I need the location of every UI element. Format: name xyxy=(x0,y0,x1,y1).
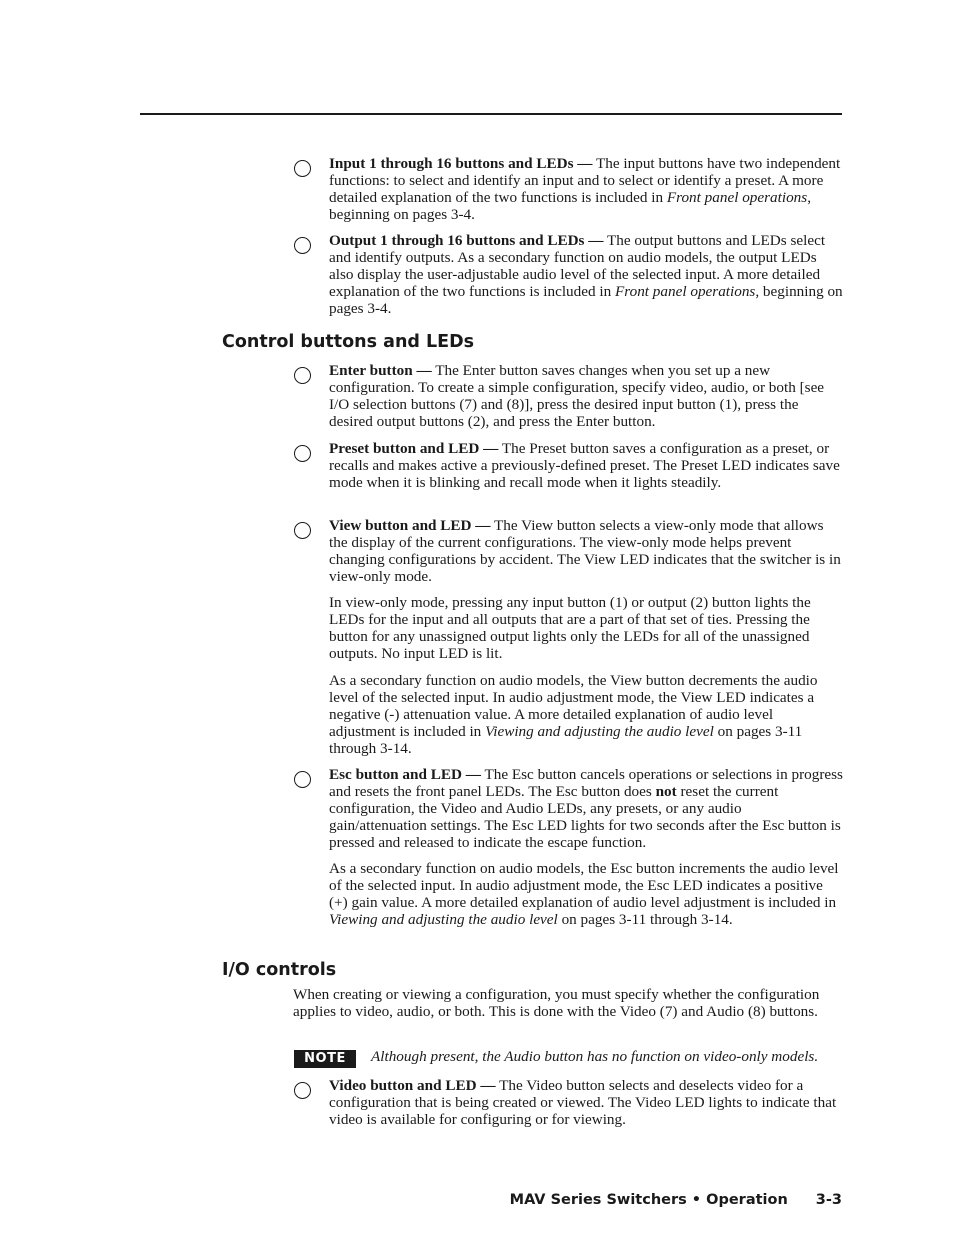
view-audio-paragraph xyxy=(329,672,843,757)
output-buttons-ref: Front panel operations xyxy=(614,283,756,300)
view-audio-ref: Viewing and adjusting the audio level xyxy=(485,723,714,740)
video-button-description xyxy=(329,1077,843,1128)
enter-button-text: The Enter button saves changes when you set up a new configuration. To create a simple configuration, specify video, audio, or both [see I/O selection buttons (7) and (8)], press the desired input button (1), press the desired output buttons (2), and press the Enter button. xyxy=(329,362,825,430)
output-buttons-description xyxy=(329,232,843,317)
output-buttons-text-end: , beginning on pages 3-4. xyxy=(329,283,843,317)
output-buttons-term: Output 1 through 16 buttons and LEDs — xyxy=(329,232,604,249)
input-buttons-ref: Front panel operations xyxy=(666,189,808,206)
view-button-text: The View button selects a view-only mode that allows the display of the current configurations. The view-only mode helps prevent changing configurations by accident. The View LED indicates that the switcher is in view-only mode. xyxy=(329,517,841,585)
note-text-italic: Although present, the Audio button has no function on video-only models. xyxy=(371,1048,819,1065)
esc-audio-paragraph xyxy=(329,860,843,928)
preset-button-description xyxy=(329,440,843,491)
video-button-text: The Video button selects and deselects video for a configuration that is being created or viewed. The Video LED lights to indicate that video is available for configuring or for viewing. xyxy=(329,1077,837,1128)
callout-circle-icon xyxy=(294,237,311,254)
view-mode-paragraph: In view-only mode, pressing any input button (1) or output (2) button lights the LEDs for the input and all outputs that are a part of that set of ties. Pressing the button for any unassigned output lights only the LEDs for all of the unassigned outputs. No input LED is lit. xyxy=(329,594,811,662)
esc-button-term: Esc button and LED — xyxy=(329,766,481,783)
output-buttons-text: The output buttons and LEDs select and identify outputs. As a secondary function on audio models, the output LEDs also display the user-adjustable audio level of the selected input. A more detailed explanation of the two functions is included in xyxy=(329,232,826,300)
note-badge: NOTE xyxy=(294,1050,356,1068)
header-rule xyxy=(140,113,842,115)
input-buttons-description xyxy=(329,155,843,223)
enter-button-term: Enter button — xyxy=(329,362,432,379)
preset-button-text: The Preset button saves a configuration as a preset, or recalls and makes active a previously-defined preset. The Preset LED indicates save mode when it is blinking and recall mode when it lights steadily. xyxy=(329,440,840,491)
heading-control-buttons: Control buttons and LEDs xyxy=(222,332,475,352)
esc-button-description xyxy=(329,766,843,851)
esc-audio-text-end: on pages 3-11 through 3-14. xyxy=(557,911,733,928)
view-audio-text: As a secondary function on audio models, the View button decrements the audio level of the selected input. In audio adjustment mode, the View LED indicates a negative (-) attenuation value. A more detailed explanation of audio level adjustment is included in xyxy=(329,672,818,740)
callout-circle-icon xyxy=(294,771,311,788)
enter-button-description xyxy=(329,362,843,430)
view-button-description xyxy=(329,517,843,585)
view-button-term: View button and LED — xyxy=(329,517,491,534)
footer-title: MAV Series Switchers • Operation xyxy=(509,1192,788,1208)
callout-circle-icon xyxy=(294,367,311,384)
callout-circle-icon xyxy=(294,160,311,177)
esc-button-text: The Esc button cancels operations or selections in progress and resets the front panel LEDs. The Esc button does xyxy=(329,766,843,800)
callout-circle-icon xyxy=(294,1082,311,1099)
esc-button-text-end: reset the current configuration, the Video and Audio LEDs, any presets, or any audio gain/attenuation settings. The Esc LED lights for two seconds after the Esc button is pressed and released to indicate the escape function. xyxy=(329,783,841,851)
callout-circle-icon xyxy=(294,522,311,539)
page-number: 3-3 xyxy=(815,1192,842,1208)
page-footer xyxy=(510,1191,842,1209)
input-buttons-term: Input 1 through 16 buttons and LEDs — xyxy=(329,155,593,172)
preset-button-term: Preset button and LED — xyxy=(329,440,499,457)
io-intro-paragraph: When creating or viewing a configuration, you must specify whether the configuration applies to video, audio, or both. This is done with the Video (7) and Audio (8) buttons. xyxy=(293,986,820,1020)
callout-circle-icon xyxy=(294,445,311,462)
view-audio-text-end: on pages 3-11 through 3-14. xyxy=(329,723,803,757)
video-button-term: Video button and LED — xyxy=(329,1077,496,1094)
note-text xyxy=(371,1048,851,1065)
input-buttons-text: The input buttons have two independent functions: to select and identify an input and to select or identify a preset. A more detailed explanation of the two functions is included in xyxy=(329,155,841,206)
esc-button-not: not xyxy=(655,783,677,800)
input-buttons-text-end: , beginning on pages 3-4. xyxy=(329,189,811,223)
esc-audio-text: As a secondary function on audio models, the Esc button increments the audio level of the selected input. In audio adjustment mode, the Esc LED indicates a positive (+) gain value. A more detailed explanation of audio level adjustment is included in xyxy=(329,860,839,911)
heading-io-controls: I/O controls xyxy=(222,960,337,980)
esc-audio-ref: Viewing and adjusting the audio level xyxy=(329,911,558,928)
